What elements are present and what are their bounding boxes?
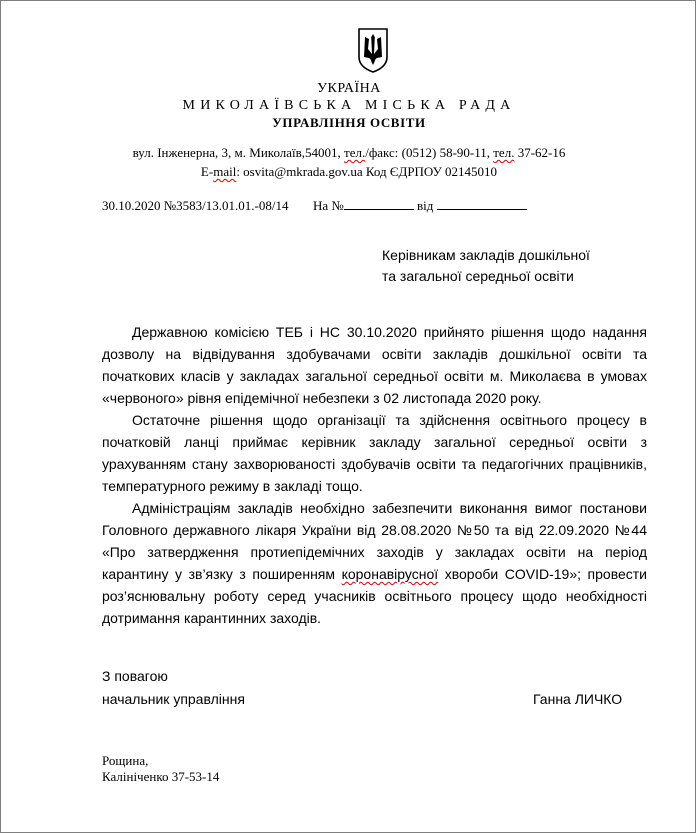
address-line [1,145,696,161]
incoming-number-blank [344,199,414,210]
incoming-date-label: від [417,198,434,213]
closing-regards: З повагою [102,668,168,684]
address-part: тел. [344,145,366,160]
signer-position: начальник управління [102,691,245,707]
body-text: Адміністраціям закладів необхідно забезпечити виконання вимог постанови Головного державного лікаря України від 28.08.2020 №50 та від 22.09.2020 №44 «Про затвердження протиепідемічних заходів у закладах освіти на період карантину у зв’язку з поширенням [102,500,647,582]
executor-phone: Калініченко 37-53-14 [102,769,220,784]
email-line [1,164,696,180]
signer-name: Ганна ЛИЧКО [533,691,623,707]
email-part: mail [213,164,237,179]
trident-coat-of-arms-icon [357,27,389,73]
email-part: : osvita@mkrada.gov.ua Код ЄДРПОУ 02145010 [236,164,498,179]
body-text: коронавірусної [341,566,439,582]
country-name: УКРАЇНА [317,81,381,96]
address-part: вул. Інженерна, 3, м. Миколаїв,54001, [132,145,345,160]
incoming-date-blank [437,199,527,210]
addressee-line: Керівникам закладів дошкільної [382,247,590,263]
email-part: E- [200,164,214,179]
address-part: тел. [493,145,515,160]
council-name: МИКОЛАЇВСЬКА МІСЬКА РАДА [182,98,516,113]
address-part: 37-62-16 [514,145,566,160]
incoming-number-label: На № [312,198,344,213]
body-text: хвороби COVID-19»; провести роз’яснювальну роботу серед учасників освітнього процесу щодо необхідності дотримання карантинних заходів. [102,566,647,626]
reference-line [102,198,527,214]
executor-name: Рощина, [102,753,149,768]
body-paragraph: Остаточне рішення щодо організації та здійснення освітнього процесу в початковій ланці приймає керівник закладу загальної середньої освіти з урахуванням стану захворюваності здобувачів освіти та педагогічних працівників, температурного режиму в закладі тощо. [102,412,647,494]
addressee-line: та загальної середньої освіти [382,268,574,284]
body-paragraph [102,497,647,629]
letter-body [102,321,647,629]
address-part: /факс: (0512) 58-90-11, [365,145,494,160]
outgoing-number: 30.10.2020 №3583/13.01.01.-08/14 [102,198,289,213]
body-paragraph: Державною комісією ТЕБ і НС 30.10.2020 прийнято рішення щодо надання дозволу на відвідування здобувачами освіти закладів дошкільної освіти та початкових класів у закладах загальної середньої освіти м. Миколаєва в умовах «червоного» рівня епідемічної небезпеки з 02 листопада 2020 року. [102,324,647,406]
department-name: УПРАВЛІННЯ ОСВІТИ [272,115,426,130]
